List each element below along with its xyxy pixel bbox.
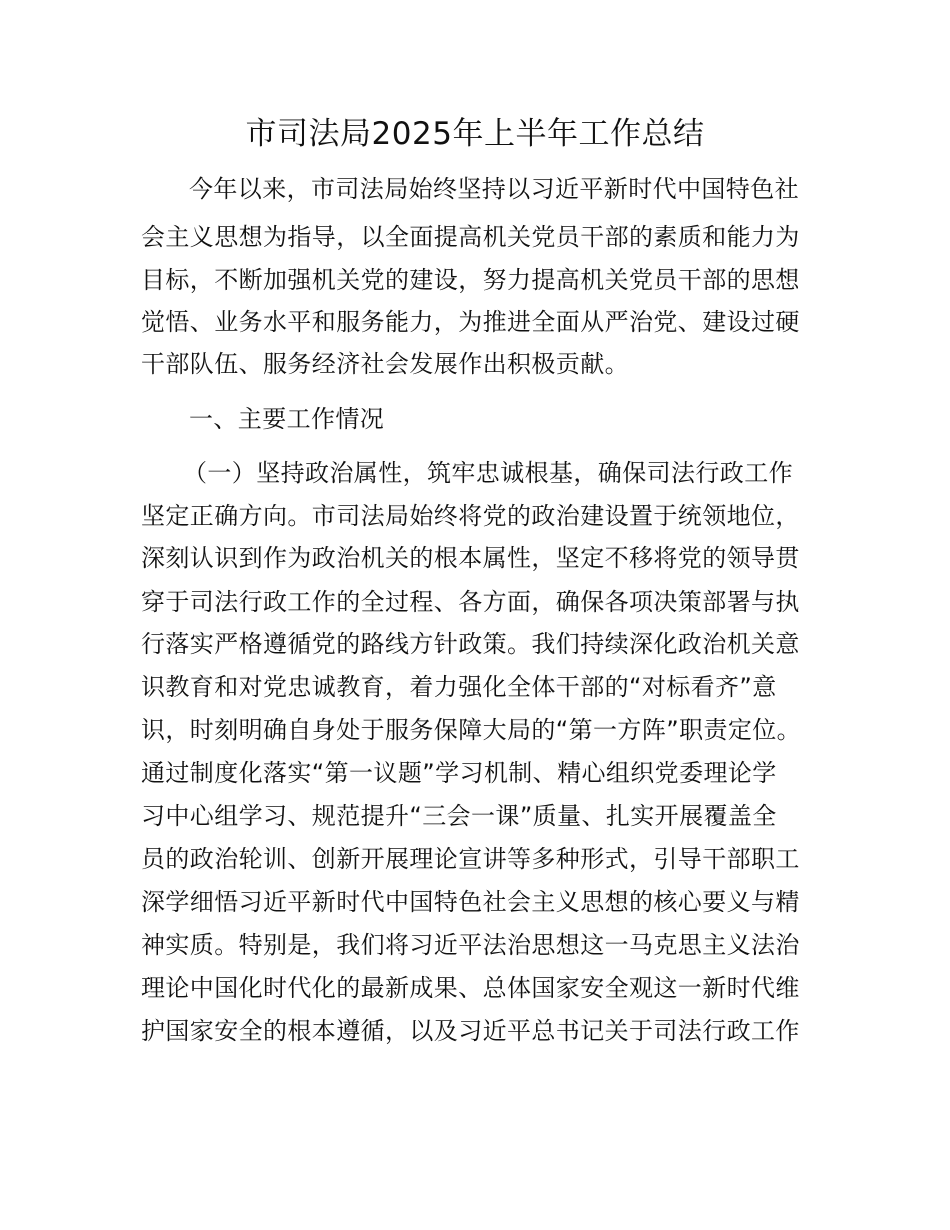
text-line: 穿于司法行政工作的全过程、各方面，确保各项决策部署与执 (141, 588, 800, 616)
text-line: 行落实严格遵循党的路线方针政策。我们持续深化政治机关意 (141, 630, 800, 658)
text-line: 习中心组学习、规范提升“三会一课”质量、扎实开展覆盖全 (141, 802, 777, 830)
text-line: 理论中国化时代化的最新成果、总体国家安全观这一新时代维 (141, 974, 800, 1002)
text-line: 会主义思想为指导，以全面提高机关党员干部的素质和能力为 (141, 223, 800, 251)
text-line: 员的政治轮训、创新开展理论宣讲等多种形式，引导干部职工 (141, 845, 800, 873)
text-line: 深学细悟习近平新时代中国特色社会主义思想的核心要义与精 (141, 888, 800, 916)
text-line: 通过制度化落实“第一议题”学习机制、精心组织党委理论学 (141, 759, 777, 787)
text-line: 识教育和对党忠诚教育，着力强化全体干部的“对标看齐”意 (141, 673, 777, 701)
text-line: 深刻认识到作为政治机关的根本属性，坚定不移将党的领导贯 (141, 544, 800, 572)
section-heading: 一、主要工作情况 (189, 405, 385, 433)
text-line: 觉悟、业务水平和服务能力，为推进全面从严治党、建设过硬 (141, 308, 800, 336)
document-title: 市司法局2025年上半年工作总结 (245, 116, 705, 152)
text-line: 护国家安全的根本遵循，以及习近平总书记关于司法行政工作 (141, 1017, 800, 1045)
text-line: 坚定正确方向。市司法局始终将党的政治建设置于统领地位， (141, 502, 800, 530)
text-line: 目标，不断加强机关党的建设，努力提高机关党员干部的思想 (141, 266, 800, 294)
text-line: （一）坚持政治属性，筑牢忠诚根基，确保司法行政工作 (183, 459, 793, 487)
text-line: 今年以来，市司法局始终坚持以习近平新时代中国特色社 (189, 175, 799, 203)
text-line: 干部队伍、服务经济社会发展作出积极贡献。 (141, 350, 629, 378)
text-line: 神实质。特别是，我们将习近平法治思想这一马克思主义法治 (141, 931, 800, 959)
text-line: 识，时刻明确自身处于服务保障大局的“第一方阵”职责定位。 (141, 716, 802, 744)
